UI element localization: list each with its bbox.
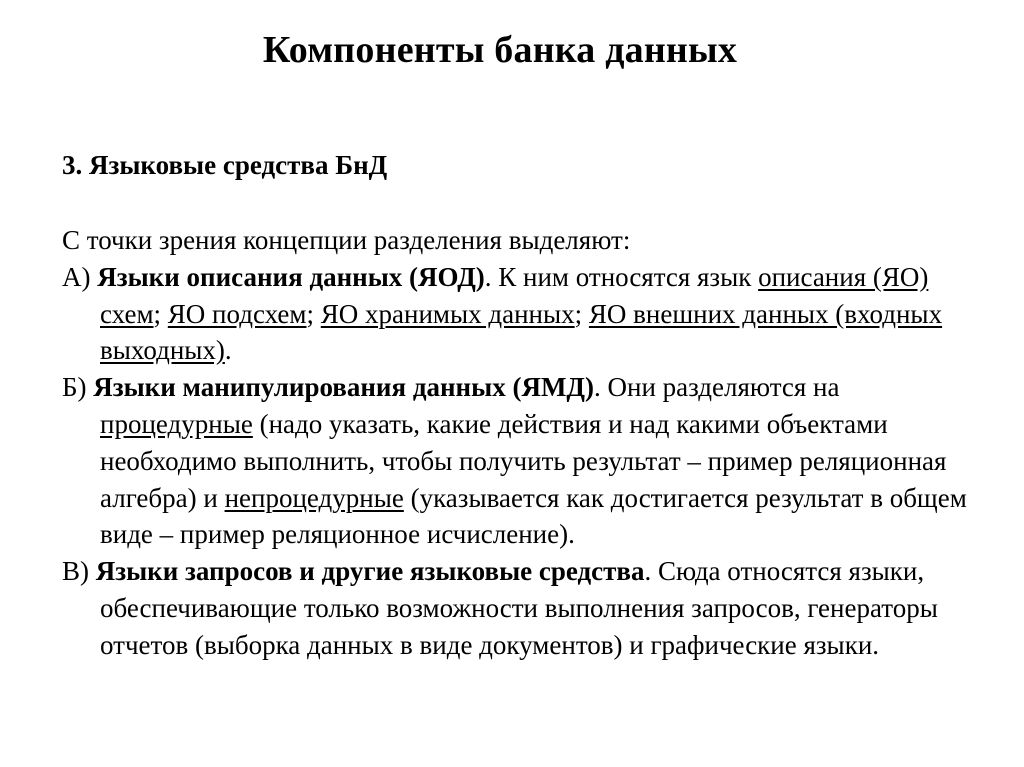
item-a-separator-2: ; (306, 298, 321, 329)
item-a-separator-1: ; (153, 298, 168, 329)
item-b-procedural: процедурные (100, 408, 253, 439)
item-a-paragraph (62, 259, 992, 369)
item-b-prefix: Б) (62, 372, 94, 403)
item-a-text: . К ним относятся язык (484, 261, 759, 292)
item-a-stored-data-language: ЯО хранимых данных (320, 298, 575, 329)
item-b-text-2: (надо указать, какие действия и над какими объектами необходимо выполнить, чтобы получить результат – пример реляционная алгебра) и (100, 408, 947, 513)
item-b-paragraph (62, 369, 992, 553)
item-a-separator-3: ; (574, 298, 589, 329)
item-c-prefix: В) (62, 556, 96, 587)
item-a-external-data-language: ЯО внешних данных (входных выходных) (100, 298, 943, 366)
item-c-paragraph (62, 553, 992, 663)
item-a-term: Языки описания данных (ЯОД) (97, 261, 485, 292)
item-c-text: . Сюда относятся языки, обеспечивающие только возможности выполнения запросов, генераторы отчетов (выборка данных в виде документов) и графические языки. (100, 556, 938, 660)
item-a-schema-language: описания (ЯО) схем (100, 261, 929, 329)
item-a-end: . (224, 335, 232, 366)
slide-title: Компоненты банка данных (262, 29, 738, 71)
item-b-text-1: . Они разделяются на (594, 372, 840, 403)
item-a-prefix: А) (62, 261, 98, 292)
item-c-term: Языки запросов и другие языковые средства (95, 556, 645, 587)
item-b-nonprocedural: непроцедурные (224, 482, 404, 513)
item-b-text-3: (указывается как достигается результат в общем виде – пример реляционное исчисление). (100, 482, 967, 550)
intro-paragraph: С точки зрения концепции разделения выделяют: (62, 225, 631, 255)
section-heading: 3. Языковые средства БнД (62, 150, 388, 180)
item-a-subschema-language: ЯО подсхем (167, 298, 307, 329)
item-b-term: Языки манипулирования данных (ЯМД) (93, 372, 594, 403)
slide-body (62, 222, 992, 664)
